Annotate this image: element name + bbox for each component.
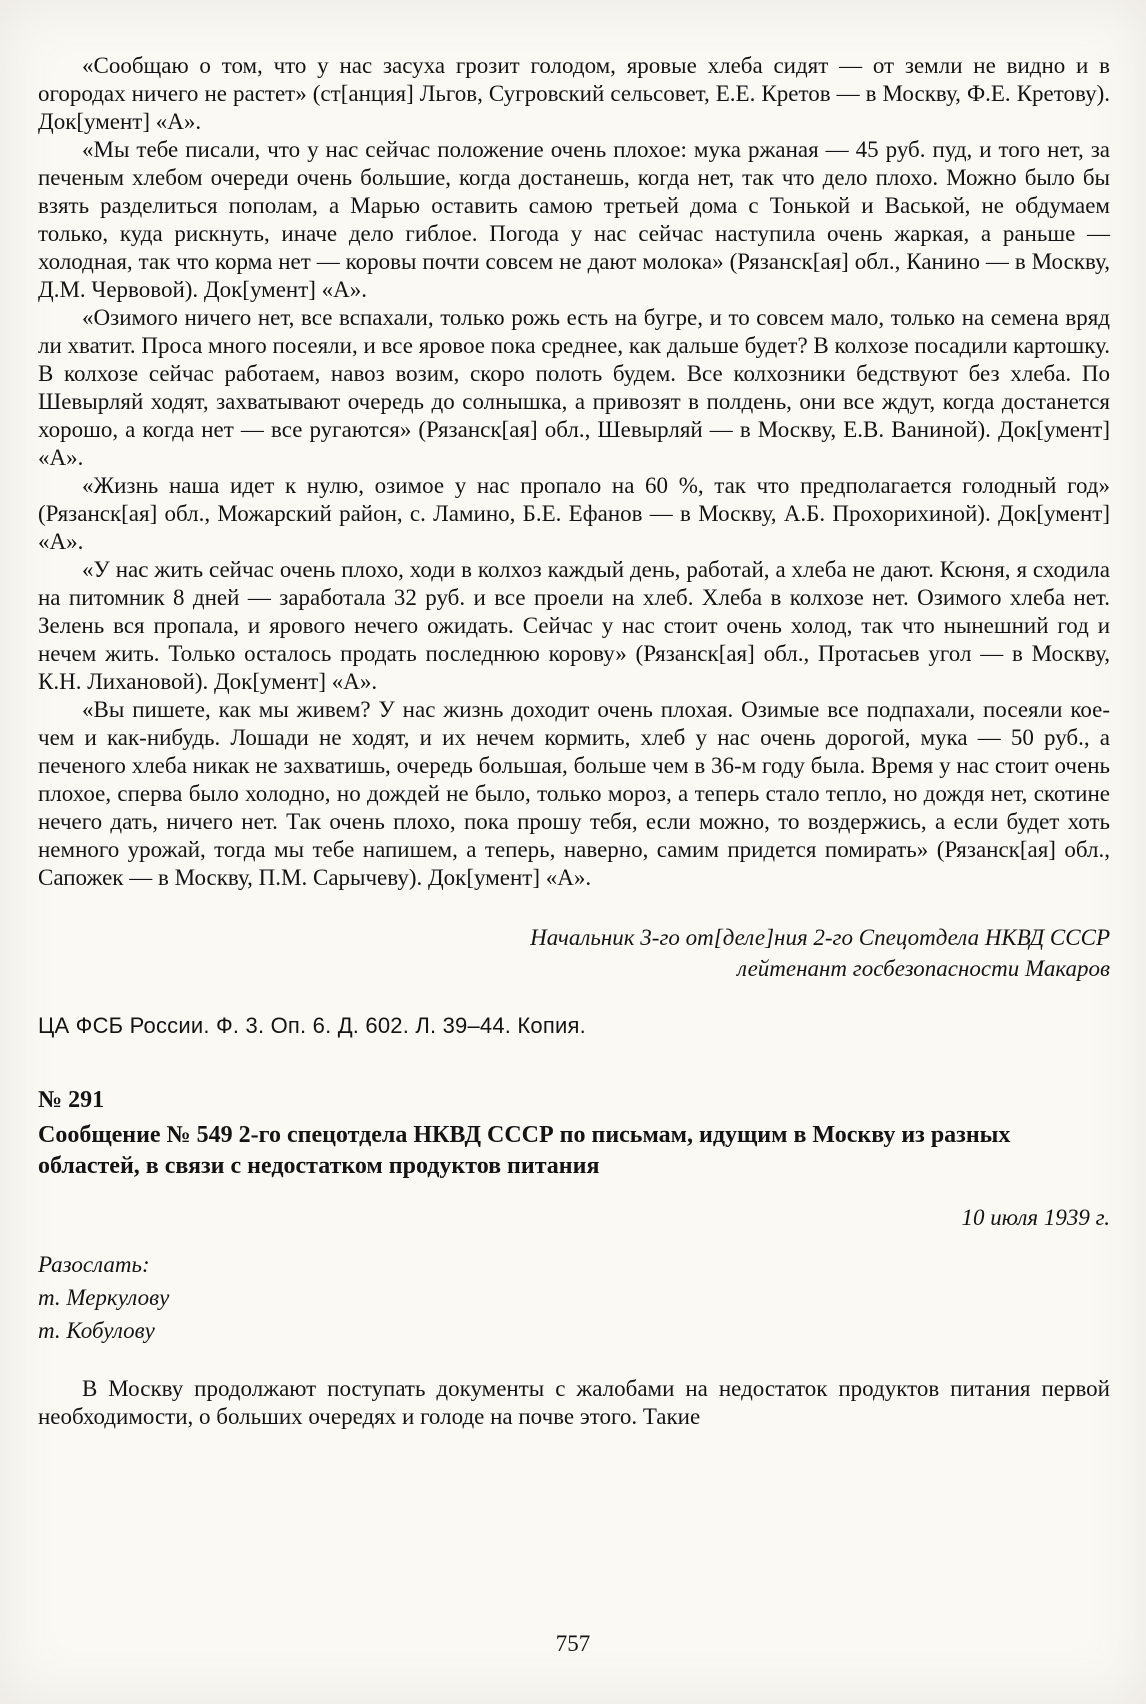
distribution-list [38,1248,1110,1347]
letter-excerpt-6: «Вы пишете, как мы живем? У нас жизнь доходит очень плохая. Озимые все подпахали, посеяли кое-чем и как-нибудь. Лошади не ходят, и их нечем кормить, хлеб у нас очень дорогой, мука — 50 руб., а печеного хлеба никак не захватишь, очередь большая, больше чем в 36-м году была. Время у нас стоит очень плохое, сперва было холодно, но дождей не было, только мороз, а теперь стало тепло, но дождя нет, скотине нечего дать, ничего нет. Так очень плохо, пока прошу тебя, если можно, то воздержись, а если будет хоть немного урожай, тогда мы тебе напишем, а теперь, наверно, самим придется помирать» (Рязанск[ая] обл., Сапожек — в Москву, П.М. Сарычеву). Док[умент] «А». [38,697,1110,890]
signature-title: Начальник 3-го от[деле]ния 2-го Спецотдела НКВД СССР [530,925,1110,950]
document-body-paragraph: В Москву продолжают поступать документы с жалобами на недостаток продуктов питания первой необходимости, о больших очередях и голоде на почве этого. Такие [38,1376,1110,1429]
letter-excerpt-1: «Сообщаю о том, что у нас засуха грозит голодом, яровые хлеба сидят — от земли не видно и в огородах ничего не растет» (ст[анция] Льгов, Сугровский сельсовет, Е.Е. Кретов — в Москву, Ф.Е. Кретову). Док[умент] «А». [38,53,1110,134]
letter-excerpt-2: «Мы тебе писали, что у нас сейчас положение очень плохое: мука ржаная — 45 руб. пуд, и того нет, за печеным хлебом очереди очень большие, когда достанешь, когда нет, так что дело плохо. Можно было бы взять разделиться пополам, а Марью оставить самою третьей дома с Тонькой и Васькой, не обдумаем только, куда рискнуть, иначе дело гиблое. Погода у нас сейчас наступила очень жаркая, а раньше — холодная, так что корма нет — коровы почти совсем не дают молока» (Рязанск[ая] обл., Канино — в Москву, Д.М. Червовой). Док[умент] «А». [38,137,1110,302]
archive-reference: ЦА ФСБ России. Ф. 3. Оп. 6. Д. 602. Л. 39–44. Копия. [38,1013,586,1038]
page-number: 757 [555,1631,591,1656]
letter-excerpt-4: «Жизнь наша идет к нулю, озимое у нас пропало на 60 %, так что предполагается голодный год» (Рязанск[ая] обл., Можарский район, с. Ламино, Б.Е. Ефанов — в Москву, А.Б. Прохорихиной). Док[умент] «А». [38,473,1110,554]
document-entry-number: № 291 [38,1087,105,1113]
letter-excerpt-5: «У нас жить сейчас очень плохо, ходи в колхоз каждый день, работай, а хлеба не дают. Ксюня, я сходила на питомник 8 дней — заработала 32 руб. и все проели на хлеб. Хлеба в колхозе нет. Озимого хлеба нет. Зелень вся пропала, и ярового нечего ожидать. Сейчас у нас стоит очень холод, так что нынешний год и нечем жить. Только осталось продать последнюю корову» (Рязанск[ая] обл., Протасьев угол — в Москву, К.Н. Лихановой). Док[умент] «А». [38,557,1110,694]
signature-block [38,922,1110,984]
document-date: 10 июля 1939 г. [961,1205,1110,1230]
distribution-heading: Разослать: [38,1252,150,1277]
letter-excerpt-3: «Озимого ничего нет, все вспахали, только рожь есть на бугре, и то совсем мало, только на семена вряд ли хватит. Проса много посеяли, и все яровое пока среднее, как дальше будет? В колхозе посадили картошку. В колхозе сейчас работаем, навоз возим, скоро полоть будем. Все колхозники бедствуют без хлеба. По Шевырляй ходят, захватывают очередь до солнышка, а привозят в полдень, они все ждут, когда достанется хорошо, а когда нет — все ругаются» (Рязанск[ая] обл., Шевырляй — в Москву, Е.В. Ваниной). Док[умент] «А». [38,305,1110,470]
signature-name: лейтенант госбезопасности Макаров [736,956,1110,981]
document-entry-title: Сообщение № 549 2-го спецотдела НКВД СССР по письмам, идущим в Москву из разных областей, в связи с недостатком продуктов питания [38,1122,1011,1179]
distribution-item-1: т. Меркулову [38,1285,170,1310]
distribution-item-2: т. Кобулову [38,1318,155,1343]
letters-block [38,52,1110,892]
